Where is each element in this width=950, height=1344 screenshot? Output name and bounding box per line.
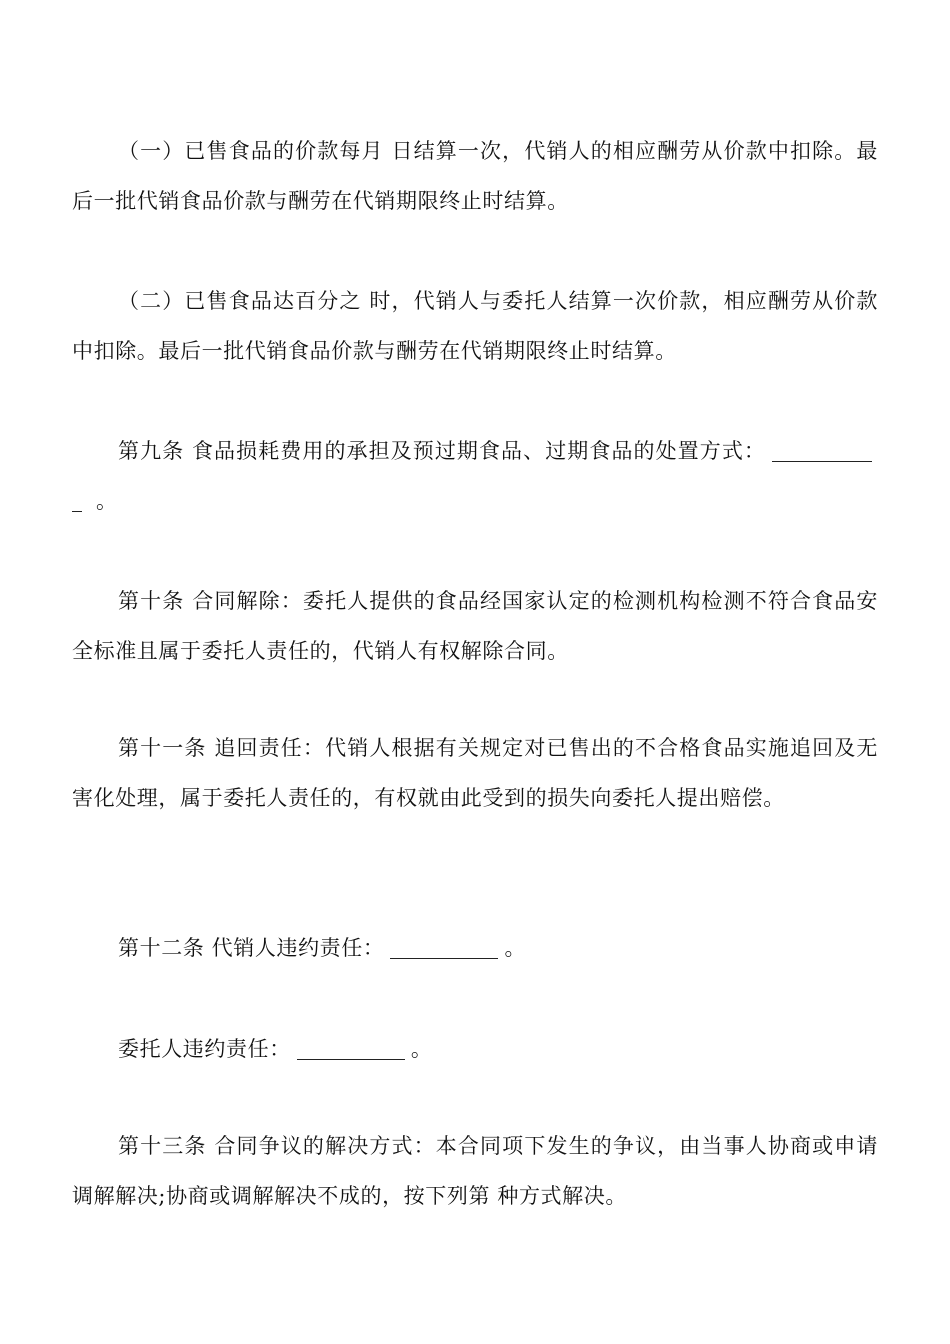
paragraph-text: 第十三条 合同争议的解决方式：本合同项下发生的争议，由当事人协商或申请调解解决;协商或调解解决不成的，按下列第 种方式解决。	[72, 1134, 878, 1208]
paragraph-text: 第十条 合同解除：委托人提供的食品经国家认定的检测机构检测不符合食品安全标准且属于委托人责任的，代销人有权解除合同。	[72, 589, 878, 663]
clause-9-loss-handling	[72, 426, 878, 526]
paragraph-text: 第九条 食品损耗费用的承担及预过期食品、过期食品的处置方式：	[118, 439, 766, 463]
fill-blank-line[interactable]	[390, 937, 498, 959]
paragraph-text: 第十一条 追回责任：代销人根据有关规定对已售出的不合格食品实施追回及无害化处理，属于委托人责任的，有权就由此受到的损失向委托人提出赔偿。	[72, 736, 878, 810]
clause-12-agent-liability	[72, 923, 878, 973]
paragraph-end: 。	[96, 489, 118, 513]
fill-blank-line[interactable]	[72, 490, 82, 512]
paragraph-text: 第十二条 代销人违约责任：	[118, 936, 385, 960]
fill-blank-line[interactable]	[772, 440, 872, 462]
clause-settlement-monthly	[72, 126, 878, 226]
paragraph-end: 。	[504, 936, 527, 960]
clause-13-dispute-resolution	[72, 1121, 878, 1221]
paragraph-text: （二）已售食品达百分之 时，代销人与委托人结算一次价款，相应酬劳从价款中扣除。最后一批代销食品价款与酬劳在代销期限终止时结算。	[72, 289, 878, 363]
paragraph-end: 。	[410, 1037, 433, 1061]
fill-blank-line[interactable]	[297, 1038, 405, 1060]
principal-liability	[72, 1024, 878, 1074]
clause-settlement-percentage	[72, 276, 878, 376]
clause-11-recall	[72, 723, 878, 823]
paragraph-text: 委托人违约责任：	[118, 1037, 291, 1061]
clause-10-termination	[72, 576, 878, 676]
paragraph-text: （一）已售食品的价款每月 日结算一次，代销人的相应酬劳从价款中扣除。最后一批代销食品价款与酬劳在代销期限终止时结算。	[72, 139, 878, 213]
